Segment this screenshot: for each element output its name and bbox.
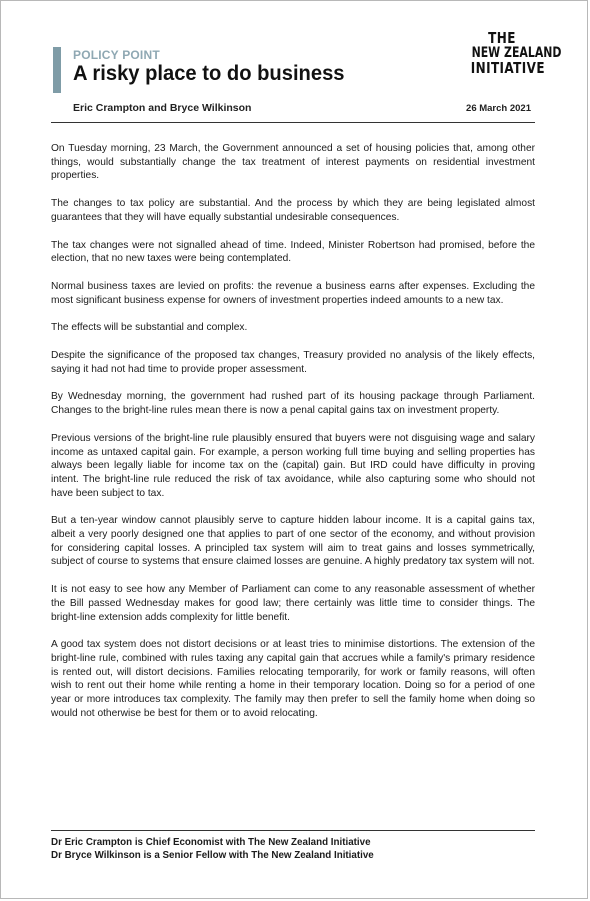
- paragraph: Previous versions of the bright-line rule plausibly ensured that buyers were not disguising wage and salary income as untaxed capital gain. For example, a person working full time buying and selling properties has always been legally liable for income tax on the (capital) gain. But IRD could have difficulty in proving intent. The bright-line rule reduced the risk of tax avoidance, while also capturing some who should not have been subject to tax.: [51, 432, 535, 499]
- logo-line-3: INITIATIVE: [470, 59, 545, 77]
- nz-initiative-logo: [463, 29, 562, 77]
- paragraph: Normal business taxes are levied on profits: the revenue a business earns after expenses. Excluding the most significant business expense for owners of investment properties indeed amounts to a new tax.: [51, 280, 535, 306]
- author-note-wilkinson: Dr Bryce Wilkinson is a Senior Fellow with The New Zealand Initiative: [51, 849, 374, 861]
- header-divider: [51, 122, 535, 123]
- paragraph: It is not easy to see how any Member of Parliament can come to any reasonable assessment of whether the Bill passed Wednesday makes for good law; there certainly was little time to consider things. The bright-line extension adds complexity for little benefit.: [51, 584, 535, 623]
- page-title: A risky place to do business: [73, 62, 345, 85]
- paragraph: Despite the significance of the proposed tax changes, Treasury provided no analysis of the likely effects, saying it had not had time to provide proper assessment.: [51, 350, 535, 375]
- paragraph: By Wednesday morning, the government had rushed part of its housing package through Parliament. Changes to the bright-line rules mean there is now a penal capital gains tax on investment property.: [51, 391, 535, 417]
- paragraph: The changes to tax policy are substantial. And the process by which they are being legislated almost guarantees that they will have equally substantial undesirable consequences.: [51, 198, 535, 223]
- paragraph: The tax changes were not signalled ahead of time. Indeed, Minister Robertson had promised, before the election, that no new taxes were being contemplated.: [51, 239, 535, 265]
- paragraph: On Tuesday morning, 23 March, the Government announced a set of housing policies that, among other things, would substantially change the tax treatment of interest payments on residential investment properties.: [51, 143, 535, 182]
- publication-date: 26 March 2021: [466, 103, 531, 114]
- author-notes: [51, 837, 535, 862]
- author-note-crampton: Dr Eric Crampton is Chief Economist with The New Zealand Initiative: [51, 837, 371, 848]
- paragraph: But a ten-year window cannot plausibly serve to capture hidden labour income. It is a capital gains tax, albeit a very poorly designed one that applies to part of one sector of the economy, and without provision for considering capital losses. A principled tax system will aim to treat gains and losses symmetrically, subject of course to systems that ensure claimed losses are genuine. A highly predatory tax system will not.: [51, 515, 535, 568]
- logo-line-1: THE: [488, 29, 516, 47]
- policy-point-kicker: POLICY POINT: [73, 48, 160, 62]
- authors-byline: Eric Crampton and Bryce Wilkinson: [73, 102, 252, 114]
- logo-line-2: NEW ZEALAND: [471, 45, 562, 61]
- paragraph: A good tax system does not distort decisions or at least tries to minimise distortions. The extension of the bright-line rule, combined with rules taxing any capital gain that accrues while a family's primary residence is rented out, will distort decisions. Families relocating temporarily, for work or family reasons, will often wish to rent out their home while renting a home in their temporary location. Doing so for a period of one year or more introduces tax complexity. The family may then prefer to sell the family home when doing so would not otherwise be best for them or to avoid relocating.: [51, 639, 535, 719]
- accent-bar: [53, 47, 61, 93]
- article-body: [51, 142, 535, 735]
- paragraph: The effects will be substantial and complex.: [51, 322, 248, 334]
- footer-divider: [51, 830, 535, 831]
